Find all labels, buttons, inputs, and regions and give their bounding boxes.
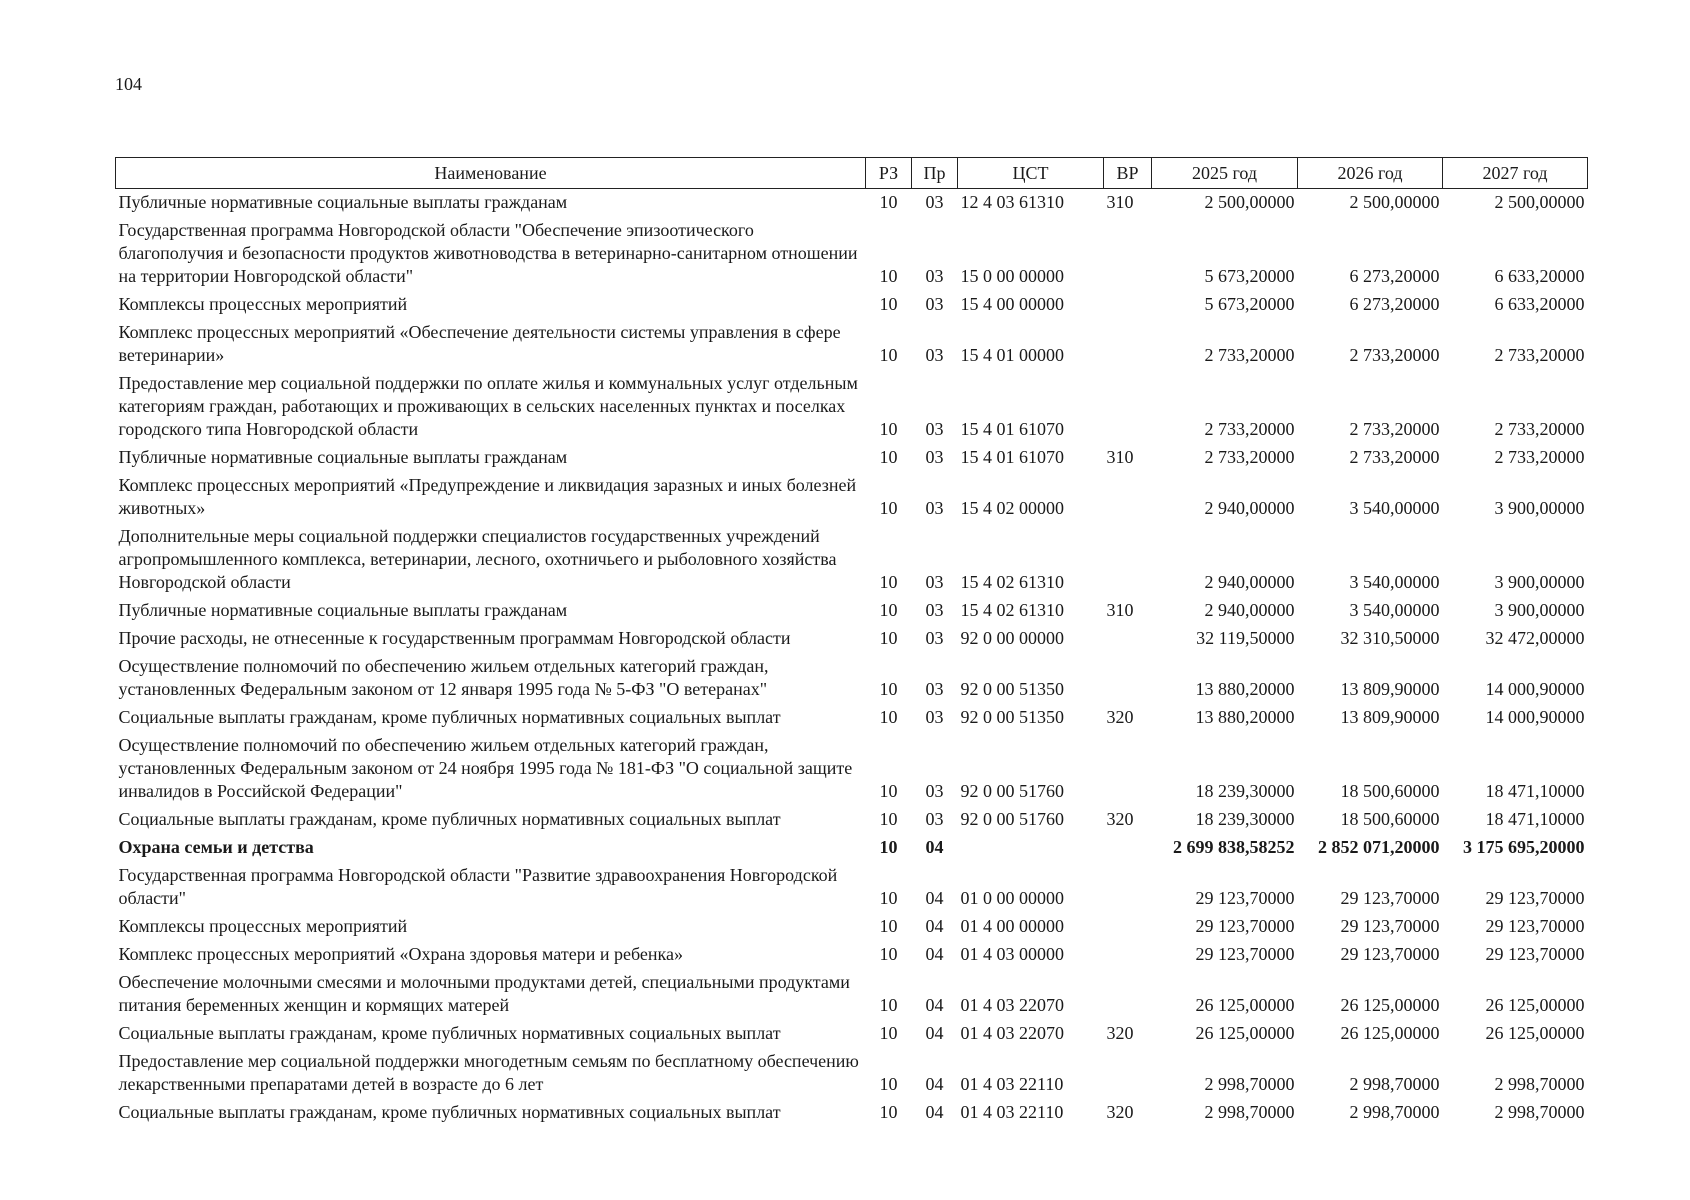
- row-value-2027: 26 125,00000: [1485, 995, 1585, 1015]
- row-rz: 10: [879, 266, 898, 286]
- row-value-2025: 26 125,00000: [1195, 1023, 1295, 1043]
- row-rz: 10: [879, 809, 898, 829]
- row-value-2027: 2 500,00000: [1494, 192, 1585, 212]
- row-pr: 04: [925, 995, 944, 1015]
- row-value-2026: 32 310,50000: [1340, 628, 1440, 648]
- row-rz: 10: [879, 447, 898, 467]
- row-cst: 92 0 00 51760: [960, 809, 1064, 829]
- row-name: Предоставление мер социальной поддержки по оплате жилья и коммунальных услуг отдельным категориям граждан, работающих и проживающих в сельских населенных пунктах и поселках городского типа Новгородской области: [118, 373, 858, 439]
- row-name: Охрана семьи и детства: [118, 837, 314, 857]
- row-vr: [1104, 472, 1152, 523]
- row-pr: 03: [925, 781, 944, 801]
- table-header-row: [116, 158, 1588, 189]
- row-vr: [1104, 523, 1152, 597]
- row-name: Осуществление полномочий по обеспечению жильем отдельных категорий граждан, установленных Федеральным законом от 24 ноября 1995 года № 181-ФЗ "О социальной защите инвалидов в Российской Федерации": [118, 735, 853, 801]
- row-value-2025: 5 673,20000: [1204, 266, 1295, 286]
- row-value-2025: 2 733,20000: [1204, 419, 1295, 439]
- row-value-2026: 6 273,20000: [1349, 294, 1440, 314]
- row-value-2025: 2 998,70000: [1204, 1074, 1295, 1094]
- row-cst: 12 4 03 61310: [960, 192, 1064, 212]
- row-cst: 15 0 00 00000: [960, 266, 1064, 286]
- row-pr: 03: [925, 447, 944, 467]
- row-name: Предоставление мер социальной поддержки многодетным семьям по бесплатному обеспечению лекарственными препаратами детей в возрасте до 6 лет: [118, 1051, 859, 1094]
- table-row: [116, 969, 1588, 1020]
- row-vr: 310: [1106, 600, 1134, 620]
- row-value-2027: 29 123,70000: [1485, 916, 1585, 936]
- row-name: Комплекс процессных мероприятий «Охрана здоровья матери и ребенка»: [118, 944, 683, 964]
- table-row: [116, 704, 1588, 732]
- row-name: Социальные выплаты гражданам, кроме публичных нормативных социальных выплат: [118, 707, 781, 727]
- row-vr: [1104, 862, 1152, 913]
- row-pr: 03: [925, 294, 944, 314]
- row-rz: 10: [879, 1074, 898, 1094]
- row-name: Социальные выплаты гражданам, кроме публичных нормативных социальных выплат: [118, 1102, 781, 1122]
- row-name: Публичные нормативные социальные выплаты гражданам: [118, 447, 568, 467]
- row-vr: [1104, 834, 1152, 862]
- row-rz: 10: [879, 781, 898, 801]
- row-rz: 10: [879, 572, 898, 592]
- row-value-2025: 2 940,00000: [1204, 572, 1295, 592]
- row-cst: 15 4 01 00000: [960, 345, 1064, 365]
- row-cst: 01 4 00 00000: [960, 916, 1064, 936]
- table-row: [116, 523, 1588, 597]
- row-rz: 10: [879, 679, 898, 699]
- header-rz: РЗ: [866, 158, 912, 189]
- table-row: [116, 370, 1588, 444]
- row-value-2027: 26 125,00000: [1485, 1023, 1585, 1043]
- row-pr: 03: [925, 345, 944, 365]
- row-cst: 15 4 02 61310: [960, 600, 1064, 620]
- header-cst: ЦСТ: [958, 158, 1104, 189]
- table-row: [116, 1020, 1588, 1048]
- row-rz: 10: [879, 995, 898, 1015]
- row-name: Комплексы процессных мероприятий: [118, 916, 408, 936]
- row-pr: 04: [925, 944, 944, 964]
- header-2025: 2025 год: [1152, 158, 1298, 189]
- row-value-2027: 14 000,90000: [1485, 679, 1585, 699]
- row-name: Комплексы процессных мероприятий: [118, 294, 408, 314]
- row-vr: 310: [1106, 447, 1134, 467]
- table-row: [116, 597, 1588, 625]
- row-value-2025: 18 239,30000: [1195, 809, 1295, 829]
- table-row: [116, 913, 1588, 941]
- row-rz: 10: [879, 1102, 898, 1122]
- row-value-2025: 29 123,70000: [1195, 944, 1295, 964]
- row-vr: [1104, 1048, 1152, 1099]
- row-value-2025: 2 699 838,58252: [1173, 837, 1295, 857]
- row-pr: 04: [925, 1074, 944, 1094]
- row-pr: 03: [925, 192, 944, 212]
- row-pr: 03: [925, 600, 944, 620]
- row-vr: 320: [1106, 809, 1134, 829]
- row-value-2025: 32 119,50000: [1196, 628, 1295, 648]
- row-value-2027: 29 123,70000: [1485, 944, 1585, 964]
- row-vr: [1104, 941, 1152, 969]
- row-rz: 10: [879, 192, 898, 212]
- row-rz: 10: [879, 600, 898, 620]
- row-value-2026: 29 123,70000: [1340, 888, 1440, 908]
- table-row: [116, 1099, 1588, 1127]
- row-value-2025: 18 239,30000: [1195, 781, 1295, 801]
- row-pr: 03: [925, 707, 944, 727]
- row-value-2027: 14 000,90000: [1485, 707, 1585, 727]
- row-vr: [1104, 217, 1152, 291]
- row-value-2025: 13 880,20000: [1195, 707, 1295, 727]
- row-cst: 01 4 03 22070: [960, 995, 1064, 1015]
- row-name: Социальные выплаты гражданам, кроме публичных нормативных социальных выплат: [118, 809, 781, 829]
- row-name: Публичные нормативные социальные выплаты гражданам: [118, 600, 568, 620]
- row-value-2027: 6 633,20000: [1494, 294, 1585, 314]
- table-row: [116, 319, 1588, 370]
- row-value-2025: 2 500,00000: [1204, 192, 1295, 212]
- row-value-2026: 26 125,00000: [1340, 995, 1440, 1015]
- row-name: Государственная программа Новгородской области "Развитие здравоохранения Новгородской области": [118, 865, 838, 908]
- row-pr: 04: [925, 888, 944, 908]
- row-value-2026: 2 852 071,20000: [1318, 837, 1440, 857]
- row-value-2026: 13 809,90000: [1340, 679, 1440, 699]
- table-row: [116, 806, 1588, 834]
- table-row: [116, 862, 1588, 913]
- row-vr: [1104, 319, 1152, 370]
- row-pr: 04: [925, 837, 944, 857]
- row-pr: 04: [925, 1102, 944, 1122]
- row-value-2026: 3 540,00000: [1349, 498, 1440, 518]
- row-cst: 15 4 01 61070: [960, 447, 1064, 467]
- row-cst: 01 0 00 00000: [960, 888, 1064, 908]
- row-cst: 92 0 00 51350: [960, 707, 1064, 727]
- row-pr: 03: [925, 809, 944, 829]
- row-rz: 10: [879, 419, 898, 439]
- row-value-2026: 2 998,70000: [1349, 1102, 1440, 1122]
- row-vr: [1104, 969, 1152, 1020]
- row-cst: 92 0 00 00000: [960, 628, 1064, 648]
- table-row: [116, 217, 1588, 291]
- row-rz: 10: [879, 944, 898, 964]
- row-vr: 310: [1106, 192, 1134, 212]
- row-rz: 10: [879, 294, 898, 314]
- header-2026: 2026 год: [1298, 158, 1443, 189]
- row-cst: 15 4 02 00000: [960, 498, 1064, 518]
- table-row: [116, 941, 1588, 969]
- row-vr: [1104, 625, 1152, 653]
- row-value-2027: 29 123,70000: [1485, 888, 1585, 908]
- row-value-2026: 13 809,90000: [1340, 707, 1440, 727]
- row-vr: [1104, 913, 1152, 941]
- row-value-2027: 2 998,70000: [1494, 1074, 1585, 1094]
- row-rz: 10: [879, 1023, 898, 1043]
- row-cst: [958, 834, 1104, 862]
- row-name: Государственная программа Новгородской области "Обеспечение эпизоотического благополучия и безопасности продуктов животноводства в ветеринарно-санитарном отношении на территории Новгородской области": [118, 220, 858, 286]
- row-name: Комплекс процессных мероприятий «Обеспечение деятельности системы управления в сфере ветеринарии»: [118, 322, 841, 365]
- row-value-2027: 3 900,00000: [1494, 498, 1585, 518]
- row-vr: [1104, 370, 1152, 444]
- row-name: Осуществление полномочий по обеспечению жильем отдельных категорий граждан, установленных Федеральным законом от 12 января 1995 года № 5-ФЗ "О ветеранах": [118, 656, 769, 699]
- row-rz: 10: [879, 628, 898, 648]
- row-cst: 01 4 03 22110: [960, 1102, 1064, 1122]
- row-name: Публичные нормативные социальные выплаты гражданам: [118, 192, 568, 212]
- row-value-2026: 2 733,20000: [1349, 419, 1440, 439]
- row-pr: 03: [925, 628, 944, 648]
- row-value-2025: 2 998,70000: [1204, 1102, 1295, 1122]
- row-cst: 15 4 02 61310: [960, 572, 1064, 592]
- row-name: Дополнительные меры социальной поддержки специалистов государственных учреждений агропромышленного комплекса, ветеринарии, лесного, охотничьего и рыболовного хозяйства Новгородской области: [118, 526, 837, 592]
- row-value-2025: 29 123,70000: [1195, 916, 1295, 936]
- header-name: Наименование: [116, 158, 866, 189]
- header-pr: Пр: [912, 158, 958, 189]
- row-value-2026: 18 500,60000: [1340, 781, 1440, 801]
- table-row: [116, 625, 1588, 653]
- row-value-2025: 13 880,20000: [1195, 679, 1295, 699]
- row-pr: 03: [925, 419, 944, 439]
- row-cst: 01 4 03 22110: [960, 1074, 1064, 1094]
- row-value-2027: 2 733,20000: [1494, 419, 1585, 439]
- row-value-2026: 3 540,00000: [1349, 572, 1440, 592]
- row-cst: 01 4 03 22070: [960, 1023, 1064, 1043]
- row-value-2026: 3 540,00000: [1349, 600, 1440, 620]
- row-value-2026: 2 733,20000: [1349, 447, 1440, 467]
- row-rz: 10: [879, 916, 898, 936]
- row-name: Прочие расходы, не отнесенные к государственным программам Новгородской области: [118, 628, 791, 648]
- row-value-2026: 6 273,20000: [1349, 266, 1440, 286]
- row-pr: 03: [925, 679, 944, 699]
- row-pr: 04: [925, 916, 944, 936]
- row-value-2026: 2 998,70000: [1349, 1074, 1440, 1094]
- row-value-2025: 29 123,70000: [1195, 888, 1295, 908]
- row-name: Комплекс процессных мероприятий «Предупреждение и ликвидация заразных и иных болезней животных»: [118, 475, 857, 518]
- row-vr: [1104, 291, 1152, 319]
- row-value-2027: 6 633,20000: [1494, 266, 1585, 286]
- row-rz: 10: [879, 345, 898, 365]
- row-cst: 92 0 00 51350: [960, 679, 1064, 699]
- row-cst: 01 4 03 00000: [960, 944, 1064, 964]
- table-row: [116, 732, 1588, 806]
- table-body: [116, 189, 1588, 1128]
- row-cst: 15 4 01 61070: [960, 419, 1064, 439]
- row-value-2025: 26 125,00000: [1195, 995, 1295, 1015]
- row-value-2027: 2 733,20000: [1494, 447, 1585, 467]
- row-rz: 10: [879, 837, 898, 857]
- row-value-2027: 18 471,10000: [1485, 809, 1585, 829]
- row-value-2027: 3 900,00000: [1494, 572, 1585, 592]
- row-value-2026: 2 733,20000: [1349, 345, 1440, 365]
- row-pr: 03: [925, 498, 944, 518]
- header-vr: ВР: [1104, 158, 1152, 189]
- row-value-2025: 5 673,20000: [1204, 294, 1295, 314]
- row-vr: 320: [1106, 1102, 1134, 1122]
- row-value-2026: 29 123,70000: [1340, 944, 1440, 964]
- row-value-2025: 2 733,20000: [1204, 447, 1295, 467]
- row-rz: 10: [879, 888, 898, 908]
- table-row: [116, 189, 1588, 218]
- row-value-2025: 2 733,20000: [1204, 345, 1295, 365]
- row-vr: [1104, 732, 1152, 806]
- row-value-2027: 18 471,10000: [1485, 781, 1585, 801]
- row-cst: 92 0 00 51760: [960, 781, 1064, 801]
- row-vr: 320: [1106, 707, 1134, 727]
- table-row: [116, 1048, 1588, 1099]
- table-row: [116, 834, 1588, 862]
- table-row: [116, 653, 1588, 704]
- row-rz: 10: [879, 498, 898, 518]
- row-pr: 03: [925, 266, 944, 286]
- row-value-2026: 26 125,00000: [1340, 1023, 1440, 1043]
- row-value-2026: 2 500,00000: [1349, 192, 1440, 212]
- row-name: Обеспечение молочными смесями и молочными продуктами детей, специальными продуктами питания беременных женщин и кормящих матерей: [118, 972, 850, 1015]
- row-value-2025: 2 940,00000: [1204, 600, 1295, 620]
- row-value-2027: 32 472,00000: [1485, 628, 1585, 648]
- row-value-2027: 3 900,00000: [1494, 600, 1585, 620]
- row-value-2026: 18 500,60000: [1340, 809, 1440, 829]
- row-value-2027: 2 733,20000: [1494, 345, 1585, 365]
- row-name: Социальные выплаты гражданам, кроме публичных нормативных социальных выплат: [118, 1023, 781, 1043]
- row-vr: [1104, 653, 1152, 704]
- row-value-2026: 29 123,70000: [1340, 916, 1440, 936]
- table-row: [116, 444, 1588, 472]
- budget-table: [115, 157, 1588, 1127]
- row-value-2027: 3 175 695,20000: [1463, 837, 1585, 857]
- row-rz: 10: [879, 707, 898, 727]
- row-pr: 03: [925, 572, 944, 592]
- row-cst: 15 4 00 00000: [960, 294, 1064, 314]
- table-row: [116, 291, 1588, 319]
- table-row: [116, 472, 1588, 523]
- row-value-2025: 2 940,00000: [1204, 498, 1295, 518]
- row-pr: 04: [925, 1023, 944, 1043]
- page-number: 104: [115, 74, 142, 94]
- row-value-2027: 2 998,70000: [1494, 1102, 1585, 1122]
- row-vr: 320: [1106, 1023, 1134, 1043]
- header-2027: 2027 год: [1443, 158, 1588, 189]
